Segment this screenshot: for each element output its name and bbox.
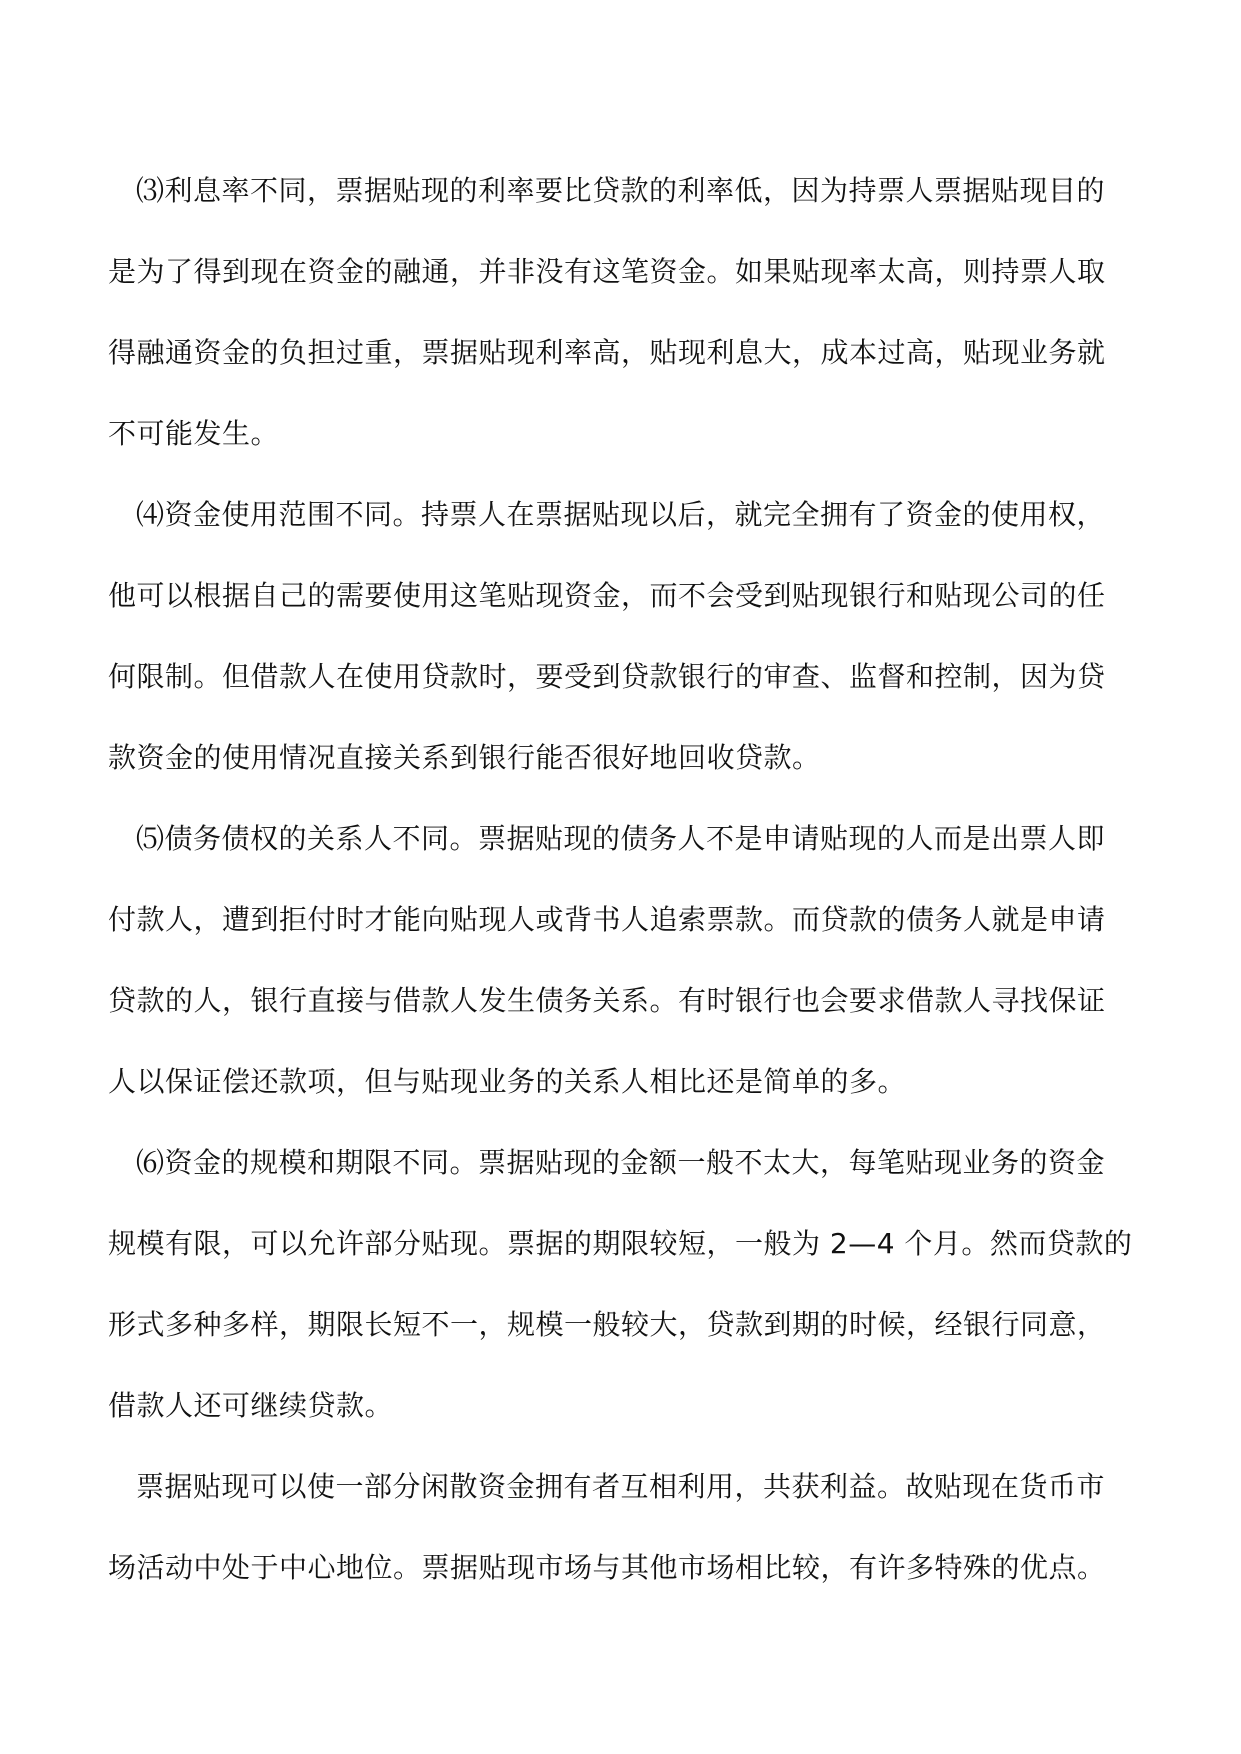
text-line: 借款人还可继续贷款。	[108, 1389, 394, 1422]
paragraph-debt-relations	[108, 798, 1138, 1122]
text-line: 形式多种多样，期限长短不一，规模一般较大，贷款到期的时候，经银行同意，	[108, 1308, 1106, 1341]
paragraph-conclusion	[108, 1446, 1138, 1608]
text-line: 款资金的使用情况直接关系到银行能否很好地回收贷款。	[108, 741, 821, 774]
text-line: ⑹资金的规模和期限不同。票据贴现的金额一般不太大，每笔贴现业务的资金	[136, 1146, 1106, 1179]
text-line: ⑶利息率不同，票据贴现的利率要比贷款的利率低，因为持票人票据贴现目的	[136, 174, 1106, 207]
text-line: 是为了得到现在资金的融通，并非没有这笔资金。如果贴现率太高，则持票人取	[108, 255, 1106, 288]
text-line: 得融通资金的负担过重，票据贴现利率高，贴现利息大，成本过高，贴现业务就	[108, 336, 1106, 369]
paragraph-scale-term	[108, 1122, 1138, 1446]
paragraph-fund-usage	[108, 474, 1138, 798]
text-line: ⑸债务债权的关系人不同。票据贴现的债务人不是申请贴现的人而是出票人即	[136, 822, 1106, 855]
text-line: 他可以根据自己的需要使用这笔贴现资金，而不会受到贴现银行和贴现公司的任	[108, 579, 1106, 612]
paragraph-interest-rate	[108, 150, 1138, 474]
document-page	[108, 150, 1138, 1608]
text-line: 票据贴现可以使一部分闲散资金拥有者互相利用，共获利益。故贴现在货币市	[136, 1470, 1106, 1503]
text-line: ⑷资金使用范围不同。持票人在票据贴现以后，就完全拥有了资金的使用权，	[136, 498, 1106, 531]
text-line: 场活动中处于中心地位。票据贴现市场与其他市场相比较，有许多特殊的优点。	[108, 1551, 1106, 1584]
text-line: 不可能发生。	[108, 417, 280, 450]
text-line: 规模有限，可以允许部分贴现。票据的期限较短，一般为 2—4 个月。然而贷款的	[108, 1227, 1133, 1260]
text-line: 贷款的人，银行直接与借款人发生债务关系。有时银行也会要求借款人寻找保证	[108, 984, 1106, 1017]
text-line: 何限制。但借款人在使用贷款时，要受到贷款银行的审查、监督和控制，因为贷	[108, 660, 1106, 693]
text-line: 人以保证偿还款项，但与贴现业务的关系人相比还是简单的多。	[108, 1065, 907, 1098]
text-line: 付款人，遭到拒付时才能向贴现人或背书人追索票款。而贷款的债务人就是申请	[108, 903, 1106, 936]
